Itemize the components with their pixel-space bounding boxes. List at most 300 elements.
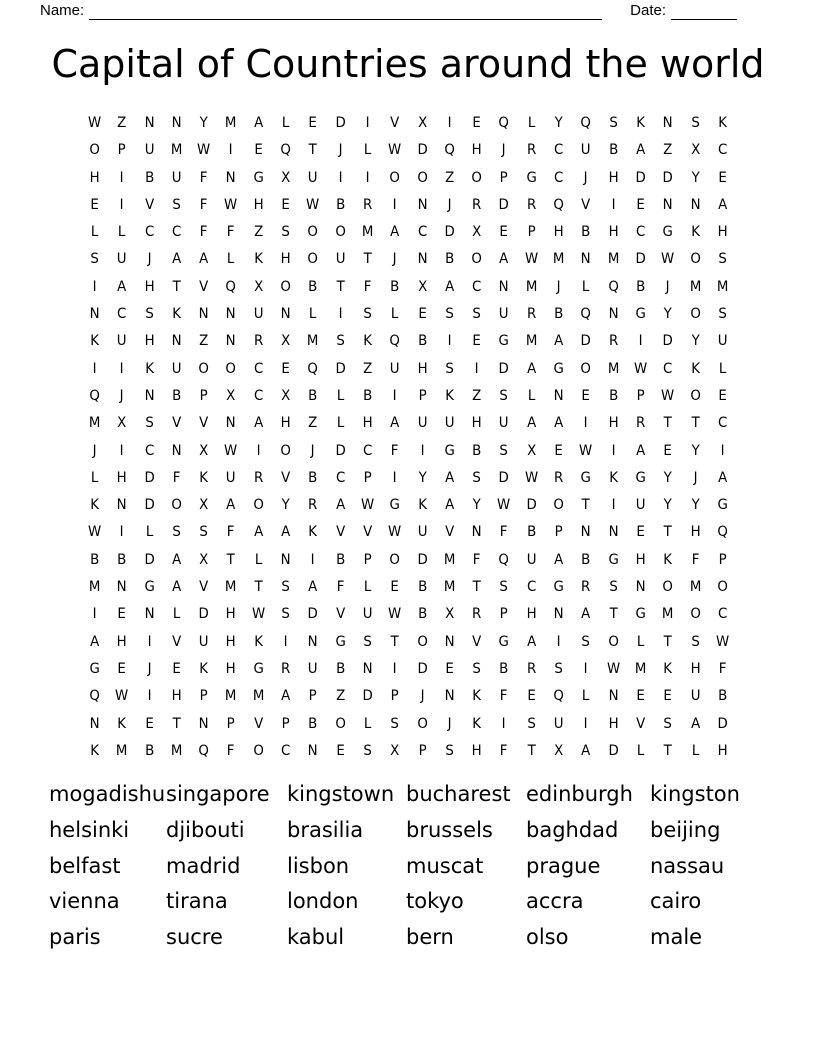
grid-letter: Q: [608, 278, 619, 295]
grid-letter: H: [526, 606, 537, 623]
word-list-item: singapore: [166, 782, 270, 806]
grid-letter: A: [526, 415, 536, 432]
grid-letter: I: [584, 715, 588, 732]
grid-letter: M: [225, 579, 237, 596]
grid-letter: N: [171, 442, 182, 459]
grid-letter: Q: [89, 688, 100, 705]
grid-letter: S: [445, 742, 454, 759]
grid-letter: D: [498, 196, 510, 213]
grid-letter: N: [553, 606, 564, 623]
grid-letter: A: [717, 196, 728, 213]
grid-letter: G: [498, 333, 510, 350]
grid-letter: L: [582, 278, 590, 295]
grid-letter: A: [581, 606, 591, 623]
grid-letter: M: [634, 660, 647, 677]
grid-letter: N: [144, 387, 155, 404]
grid-letter: R: [362, 196, 373, 213]
grid-letter: U: [499, 415, 509, 432]
grid-letter: H: [608, 169, 619, 186]
grid-letter: G: [444, 442, 455, 459]
grid-letter: N: [89, 306, 100, 323]
grid-letter: N: [662, 115, 673, 131]
grid-letter: X: [417, 278, 427, 295]
grid-letter: O: [389, 551, 401, 568]
word-list: [49, 777, 740, 956]
grid-letter: P: [363, 469, 372, 486]
grid-letter: O: [280, 278, 291, 295]
grid-letter: N: [417, 251, 428, 268]
grid-letter: S: [609, 115, 618, 131]
grid-letter: B: [117, 551, 127, 568]
letter-grid: [81, 110, 736, 765]
grid-letter: S: [281, 606, 290, 623]
grid-letter: O: [553, 497, 564, 514]
grid-letter: R: [281, 660, 291, 677]
grid-letter: P: [117, 142, 126, 159]
grid-letter: E: [527, 688, 536, 705]
grid-letter: K: [254, 633, 263, 650]
grid-letter: A: [581, 742, 591, 759]
grid-letter: T: [363, 251, 372, 268]
grid-letter: X: [444, 606, 455, 623]
grid-letter: H: [144, 278, 155, 295]
grid-letter: W: [306, 196, 320, 213]
grid-letter: A: [226, 497, 236, 514]
grid-letter: E: [172, 660, 181, 677]
grid-letter: I: [611, 196, 616, 213]
grid-letter: D: [526, 497, 537, 514]
grid-letter: G: [635, 469, 646, 486]
grid-letter: A: [390, 415, 400, 432]
grid-letter: H: [717, 742, 728, 759]
grid-letter: O: [253, 497, 264, 514]
grid-letter: K: [199, 660, 209, 677]
grid-letter: T: [609, 606, 618, 623]
grid-letter: O: [280, 442, 291, 459]
grid-letter: B: [608, 142, 618, 159]
grid-letter: D: [498, 469, 510, 486]
grid-letter: J: [147, 660, 152, 677]
word-list-item: male: [650, 925, 703, 950]
grid-letter: H: [362, 415, 373, 432]
word-list-item: mogadishu: [49, 782, 166, 806]
grid-letter: L: [363, 579, 372, 596]
grid-letter: M: [88, 579, 101, 596]
grid-letter: G: [526, 169, 537, 186]
grid-letter: O: [198, 360, 210, 377]
grid-letter: S: [499, 442, 509, 459]
grid-letter: N: [144, 606, 155, 623]
grid-letter: A: [308, 579, 318, 596]
grid-letter: F: [472, 551, 481, 568]
grid-letter: K: [90, 333, 100, 350]
grid-letter: A: [636, 142, 646, 159]
grid-letter: W: [388, 524, 402, 541]
grid-letter: I: [420, 442, 425, 459]
grid-letter: W: [224, 442, 238, 459]
grid-letter: I: [119, 442, 124, 459]
grid-letter: O: [389, 169, 401, 186]
grid-letter: S: [281, 579, 290, 596]
grid-letter: B: [390, 278, 400, 295]
grid-letter: P: [227, 715, 236, 732]
grid-letter: E: [254, 142, 263, 159]
grid-letter: I: [392, 469, 397, 486]
grid-letter: B: [608, 387, 618, 404]
word-list-item: sucre: [166, 925, 223, 950]
grid-letter: L: [582, 688, 590, 705]
grid-letter: X: [472, 224, 482, 241]
grid-letter: V: [335, 606, 345, 623]
grid-letter: Q: [198, 742, 210, 759]
grid-letter: N: [608, 688, 619, 705]
grid-letter: A: [253, 415, 263, 432]
grid-letter: M: [689, 278, 701, 295]
grid-letter: P: [636, 387, 645, 404]
grid-letter: W: [579, 442, 593, 459]
grid-letter: U: [308, 660, 318, 677]
word-list-item: lisbon: [287, 853, 350, 878]
grid-letter: J: [447, 196, 452, 213]
grid-letter: L: [636, 742, 645, 759]
grid-letter: I: [556, 633, 561, 650]
grid-letter: H: [417, 360, 428, 377]
grid-letter: Z: [472, 387, 482, 404]
grid-letter: N: [116, 497, 127, 514]
grid-letter: M: [88, 415, 101, 432]
grid-letter: L: [636, 633, 645, 650]
grid-letter: C: [253, 387, 264, 404]
grid-letter: W: [224, 196, 238, 213]
grid-letter: W: [197, 142, 211, 159]
grid-letter: I: [311, 551, 315, 568]
grid-letter: H: [226, 660, 237, 677]
grid-letter: K: [445, 387, 454, 404]
grid-letter: D: [307, 606, 319, 623]
grid-letter: N: [580, 251, 591, 268]
grid-letter: X: [281, 387, 291, 404]
grid-letter: V: [390, 115, 400, 131]
grid-letter: G: [553, 360, 564, 377]
grid-letter: H: [471, 742, 482, 759]
grid-letter: O: [689, 306, 701, 323]
grid-letter: S: [527, 715, 536, 732]
grid-letter: U: [690, 688, 701, 705]
grid-letter: H: [280, 415, 291, 432]
grid-letter: S: [581, 633, 591, 650]
grid-letter: H: [116, 469, 127, 486]
grid-letter: W: [251, 606, 266, 623]
grid-letter: Z: [444, 169, 455, 186]
grid-letter: Y: [281, 497, 290, 514]
grid-letter: Q: [498, 115, 510, 131]
grid-letter: B: [526, 524, 536, 541]
grid-letter: U: [717, 333, 728, 350]
grid-letter: C: [362, 442, 373, 459]
grid-letter: T: [527, 742, 536, 759]
grid-letter: T: [172, 715, 181, 732]
grid-letter: O: [689, 606, 701, 623]
grid-letter: D: [662, 333, 674, 350]
grid-letter: O: [307, 224, 319, 241]
grid-letter: B: [335, 551, 345, 568]
grid-letter: N: [171, 333, 182, 350]
word-list-item: djibouti: [166, 817, 245, 842]
grid-letter: A: [171, 251, 182, 268]
grid-letter: A: [554, 333, 564, 350]
grid-letter: Y: [691, 169, 700, 186]
grid-letter: L: [363, 142, 372, 159]
grid-letter: V: [363, 524, 373, 541]
grid-letter: U: [171, 169, 182, 186]
grid-letter: H: [89, 169, 100, 186]
grid-letter: Y: [199, 115, 208, 131]
grid-letter: F: [363, 278, 372, 295]
grid-letter: S: [554, 660, 563, 677]
grid-letter: M: [225, 688, 237, 705]
grid-letter: C: [335, 469, 345, 486]
grid-letter: A: [690, 715, 700, 732]
grid-letter: V: [144, 196, 154, 213]
grid-letter: P: [390, 688, 399, 705]
grid-letter: S: [472, 306, 482, 323]
date-label: Date:: [630, 2, 666, 19]
grid-letter: S: [718, 251, 727, 268]
grid-letter: W: [388, 142, 402, 159]
grid-letter: G: [553, 579, 564, 596]
grid-letter: N: [171, 115, 182, 131]
grid-letter: V: [199, 579, 209, 596]
grid-letter: L: [391, 306, 399, 323]
grid-letter: Z: [308, 415, 318, 432]
grid-letter: G: [635, 306, 646, 323]
grid-letter: I: [119, 196, 124, 213]
grid-letter: B: [581, 551, 591, 568]
grid-letter: N: [226, 169, 237, 186]
grid-letter: V: [171, 633, 182, 650]
grid-letter: V: [199, 415, 209, 432]
grid-letter: F: [391, 442, 399, 459]
grid-letter: V: [171, 415, 182, 432]
name-fill-line: [89, 4, 602, 20]
grid-letter: H: [690, 660, 701, 677]
grid-letter: E: [554, 442, 563, 459]
grid-letter: M: [116, 742, 128, 759]
word-list-item: olso: [526, 925, 569, 950]
grid-letter: W: [715, 633, 730, 650]
grid-letter: L: [172, 606, 181, 623]
grid-letter: F: [691, 551, 700, 568]
grid-letter: R: [526, 196, 537, 213]
grid-letter: X: [226, 387, 236, 404]
grid-letter: C: [526, 579, 537, 596]
grid-letter: R: [472, 606, 482, 623]
grid-letter: M: [307, 333, 319, 350]
grid-letter: S: [390, 715, 400, 732]
grid-letter: L: [527, 115, 536, 131]
grid-letter: O: [689, 387, 701, 404]
grid-letter: L: [254, 551, 263, 568]
grid-letter: L: [90, 224, 99, 241]
grid-letter: G: [89, 660, 100, 677]
grid-letter: C: [417, 224, 427, 241]
grid-letter: L: [718, 360, 727, 377]
grid-letter: I: [119, 360, 124, 377]
grid-letter: T: [336, 278, 345, 295]
grid-letter: S: [172, 524, 181, 541]
grid-letter: R: [608, 333, 618, 350]
grid-letter: G: [253, 169, 264, 186]
grid-letter: C: [717, 606, 728, 623]
grid-letter: S: [499, 579, 509, 596]
grid-letter: S: [499, 387, 509, 404]
grid-letter: E: [117, 606, 127, 623]
grid-letter: X: [199, 442, 209, 459]
word-list-item: prague: [526, 853, 601, 878]
grid-letter: P: [418, 742, 427, 759]
word-list-item: edinburgh: [526, 782, 633, 806]
grid-letter: O: [416, 633, 428, 650]
grid-letter: H: [471, 415, 482, 432]
grid-letter: E: [663, 688, 673, 705]
grid-letter: Q: [389, 333, 401, 350]
grid-letter: H: [608, 224, 619, 241]
name-label: Name:: [40, 2, 85, 19]
grid-letter: K: [472, 688, 482, 705]
grid-letter: A: [117, 278, 127, 295]
grid-letter: K: [363, 333, 372, 350]
grid-letter: I: [720, 442, 725, 459]
grid-letter: I: [147, 633, 152, 650]
grid-letter: O: [335, 715, 346, 732]
grid-letter: T: [663, 742, 672, 759]
grid-letter: S: [90, 251, 99, 268]
grid-letter: X: [281, 169, 291, 186]
word-list-item: muscat: [406, 853, 484, 878]
grid-letter: D: [580, 333, 592, 350]
grid-letter: I: [365, 169, 370, 186]
grid-letter: K: [90, 497, 100, 514]
grid-letter: B: [144, 742, 154, 759]
grid-letter: H: [253, 196, 264, 213]
grid-letter: D: [498, 360, 510, 377]
grid-letter: M: [662, 606, 674, 623]
grid-letter: O: [471, 251, 483, 268]
grid-letter: A: [90, 633, 100, 650]
grid-letter: L: [363, 715, 372, 732]
grid-letter: C: [717, 142, 728, 159]
grid-letter: A: [554, 415, 564, 432]
grid-letter: W: [115, 688, 129, 705]
grid-letter: N: [116, 579, 127, 596]
grid-letter: R: [581, 579, 591, 596]
grid-letter: I: [611, 442, 616, 459]
grid-letter: W: [661, 251, 675, 268]
grid-letter: Q: [225, 278, 237, 295]
grid-letter: D: [608, 742, 619, 759]
grid-letter: T: [691, 415, 700, 432]
grid-letter: F: [718, 660, 727, 677]
grid-letter: E: [499, 224, 509, 241]
grid-letter: H: [280, 251, 291, 268]
grid-letter: D: [335, 360, 346, 377]
grid-letter: X: [117, 415, 127, 432]
grid-letter: B: [472, 442, 482, 459]
grid-letter: K: [417, 497, 427, 514]
grid-letter: M: [361, 224, 374, 241]
grid-letter: G: [635, 606, 646, 623]
grid-letter: J: [584, 169, 588, 186]
grid-letter: M: [252, 688, 265, 705]
grid-letter: M: [552, 251, 565, 268]
grid-letter: Z: [335, 688, 345, 705]
grid-letter: E: [90, 196, 99, 213]
grid-letter: N: [280, 551, 291, 568]
grid-letter: I: [338, 169, 343, 186]
word-list-item: bern: [406, 925, 454, 950]
grid-letter: Q: [280, 142, 291, 159]
grid-letter: Y: [691, 442, 700, 459]
grid-letter: O: [171, 497, 182, 514]
grid-letter: Y: [691, 333, 700, 350]
grid-letter: X: [526, 442, 536, 459]
grid-letter: A: [444, 497, 455, 514]
grid-letter: F: [227, 742, 235, 759]
grid-letter: V: [444, 524, 455, 541]
grid-letter: P: [308, 688, 318, 705]
grid-letter: E: [636, 524, 645, 541]
grid-letter: D: [417, 142, 428, 159]
grid-letter: A: [390, 224, 400, 241]
grid-letter: S: [690, 633, 700, 650]
grid-letter: R: [253, 333, 264, 350]
grid-letter: Q: [89, 387, 100, 404]
grid-letter: S: [472, 469, 482, 486]
grid-letter: R: [526, 660, 537, 677]
grid-letter: N: [444, 633, 455, 650]
grid-letter: Y: [418, 469, 427, 486]
grid-letter: C: [144, 442, 154, 459]
grid-letter: V: [472, 633, 482, 650]
grid-letter: I: [92, 278, 97, 295]
grid-letter: T: [227, 551, 236, 568]
grid-letter: B: [171, 387, 182, 404]
grid-letter: I: [119, 524, 124, 541]
grid-letter: I: [229, 142, 234, 159]
grid-letter: I: [474, 360, 479, 377]
grid-letter: L: [118, 224, 126, 241]
grid-letter: I: [338, 306, 343, 323]
grid-letter: F: [199, 169, 208, 186]
grid-letter: E: [718, 387, 727, 404]
grid-letter: H: [171, 688, 182, 705]
grid-letter: C: [253, 360, 264, 377]
grid-letter: S: [199, 524, 209, 541]
grid-letter: U: [144, 142, 155, 159]
grid-letter: V: [636, 715, 646, 732]
grid-letter: K: [718, 115, 727, 131]
grid-letter: H: [471, 142, 482, 159]
grid-letter: N: [471, 524, 482, 541]
grid-letter: U: [198, 633, 209, 650]
grid-letter: M: [170, 142, 183, 159]
grid-letter: S: [363, 742, 372, 759]
word-list-item: brussels: [406, 817, 493, 842]
grid-letter: E: [308, 115, 318, 131]
grid-letter: C: [472, 278, 482, 295]
grid-letter: V: [199, 278, 209, 295]
grid-letter: S: [281, 224, 290, 241]
